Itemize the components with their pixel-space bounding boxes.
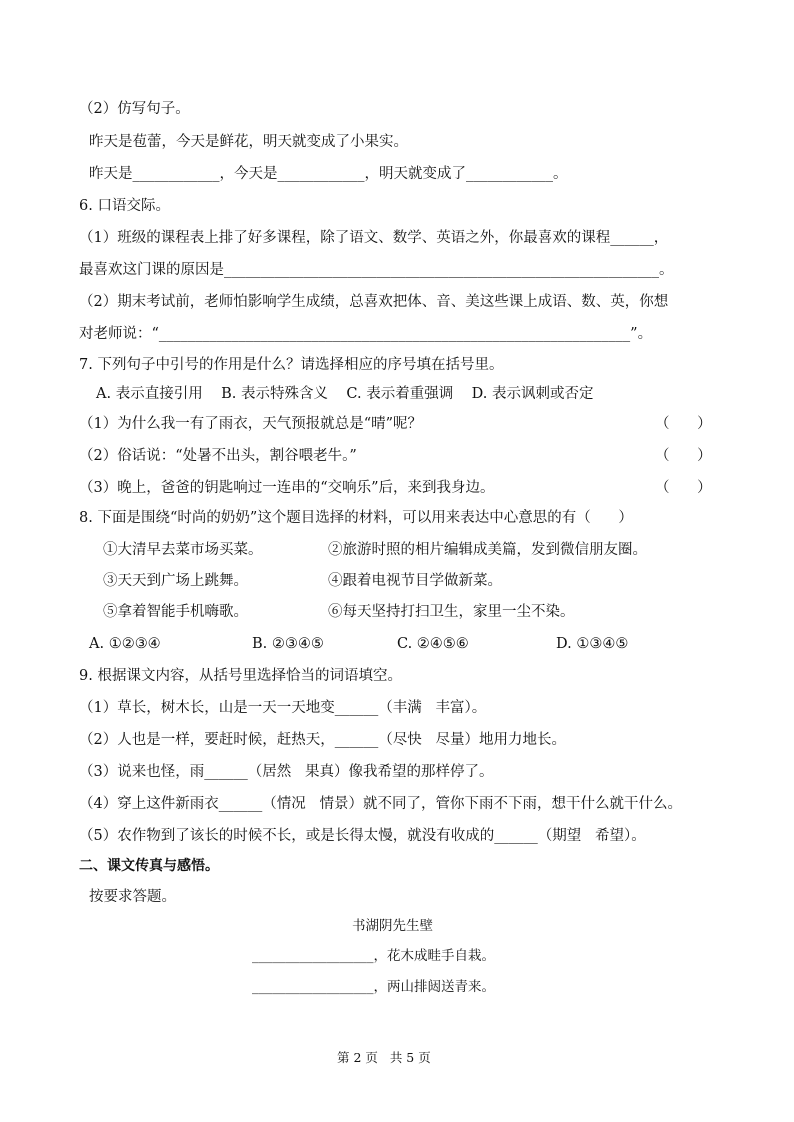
option-a: A. ①②③④ xyxy=(89,636,161,652)
line-l03: 昨天是____________，今天是____________，明天就变成了____________。 xyxy=(89,166,568,182)
line-l04: 6. 口语交际。 xyxy=(79,198,170,214)
line-l30: （5）农作物到了该长的时候不长，或是长得太慢，就没有收成的______（期望 希望）。 xyxy=(79,828,646,844)
option-b: B. ②③④⑤ xyxy=(252,636,324,652)
line-l12: （2）俗话说：“处暑不出头，割谷喂老牛。” xyxy=(79,448,357,464)
line-l14: 8. 下面是围绕“时尚的奶奶”这个题目选择的材料，可以用来表达中心意思的有（ ） xyxy=(79,510,633,526)
option-d: D. ①③④⑤ xyxy=(556,636,629,652)
line-l28: （3）说来也怪，雨______（居然 果真）像我希望的那样停了。 xyxy=(79,764,494,780)
poem-title: 书湖阴先生壁 xyxy=(352,918,433,934)
line-l15: ①大清早去菜市场买菜。 xyxy=(103,542,263,558)
line-l18: ④跟着电视节目学做新菜。 xyxy=(328,573,502,589)
line-l06: 最喜欢这门课的原因是____________________________________________________________。 xyxy=(79,262,674,278)
line-l01: （2）仿写句子。 xyxy=(79,101,190,117)
poem-line-2: __________________，两山排闼送青来。 xyxy=(252,979,495,995)
line-l02: 昨天是苞蕾，今天是鲜花，明天就变成了小果实。 xyxy=(89,134,408,150)
page-footer: 第 2 页 共 5 页 xyxy=(337,1050,431,1065)
line-l17: ③天天到广场上跳舞。 xyxy=(103,573,248,589)
line-l29: （4）穿上这件新雨衣______（情况 情景）就不同了，管你下雨不下雨，想干什么就干什么。 xyxy=(79,796,683,812)
line-l09: 7. 下列句子中引号的作用是什么？请选择相应的序号填在括号里。 xyxy=(79,357,504,373)
line-l19: ⑤拿着智能手机嗨歌。 xyxy=(103,604,248,620)
answer-bracket-2: （ ） xyxy=(655,448,712,464)
line-l13: （3）晚上，爸爸的钥匙响过一连串的“交响乐”后，来到我身边。 xyxy=(79,480,495,496)
line-l10: A. 表示直接引用 B. 表示特殊含义 C. 表示着重强调 D. 表示讽刺或否定 xyxy=(96,386,594,402)
line-l11: （1）为什么我一有了雨衣，天气预报就总是“晴”呢？ xyxy=(79,416,423,432)
line-l08: 对老师说：“_________________________________________________________________”。 xyxy=(79,326,653,342)
line-l26: （1）草长，树木长，山是一天一天地变______（丰满 丰富）。 xyxy=(79,700,487,716)
line-l07: （2）期末考试前，老师怕影响学生成绩，总喜欢把体、音、美这些课上成语、数、英，你想 xyxy=(79,294,669,310)
section-heading: 二、课文传真与感悟。 xyxy=(79,858,219,874)
answer-bracket-1: （ ） xyxy=(655,416,712,432)
line-l27: （2）人也是一样，要赶时候，赶热天，______（尽快 尽量）地用力地长。 xyxy=(79,732,567,748)
answer-bracket-3: （ ） xyxy=(655,480,712,496)
line-l32: 按要求答题。 xyxy=(89,889,176,905)
poem-line-1: __________________，花木成畦手自栽。 xyxy=(252,948,495,964)
line-l20: ⑥每天坚持打扫卫生，家里一尘不染。 xyxy=(328,604,575,620)
option-c: C. ②④⑤⑥ xyxy=(397,636,469,652)
line-l16: ②旅游时照的相片编辑成美篇，发到微信朋友圈。 xyxy=(328,542,647,558)
line-l05: （1）班级的课程表上排了好多课程，除了语文、数学、英语之外，你最喜欢的课程______， xyxy=(79,230,669,246)
line-l25: 9. 根据课文内容，从括号里选择恰当的词语填空。 xyxy=(79,668,402,684)
